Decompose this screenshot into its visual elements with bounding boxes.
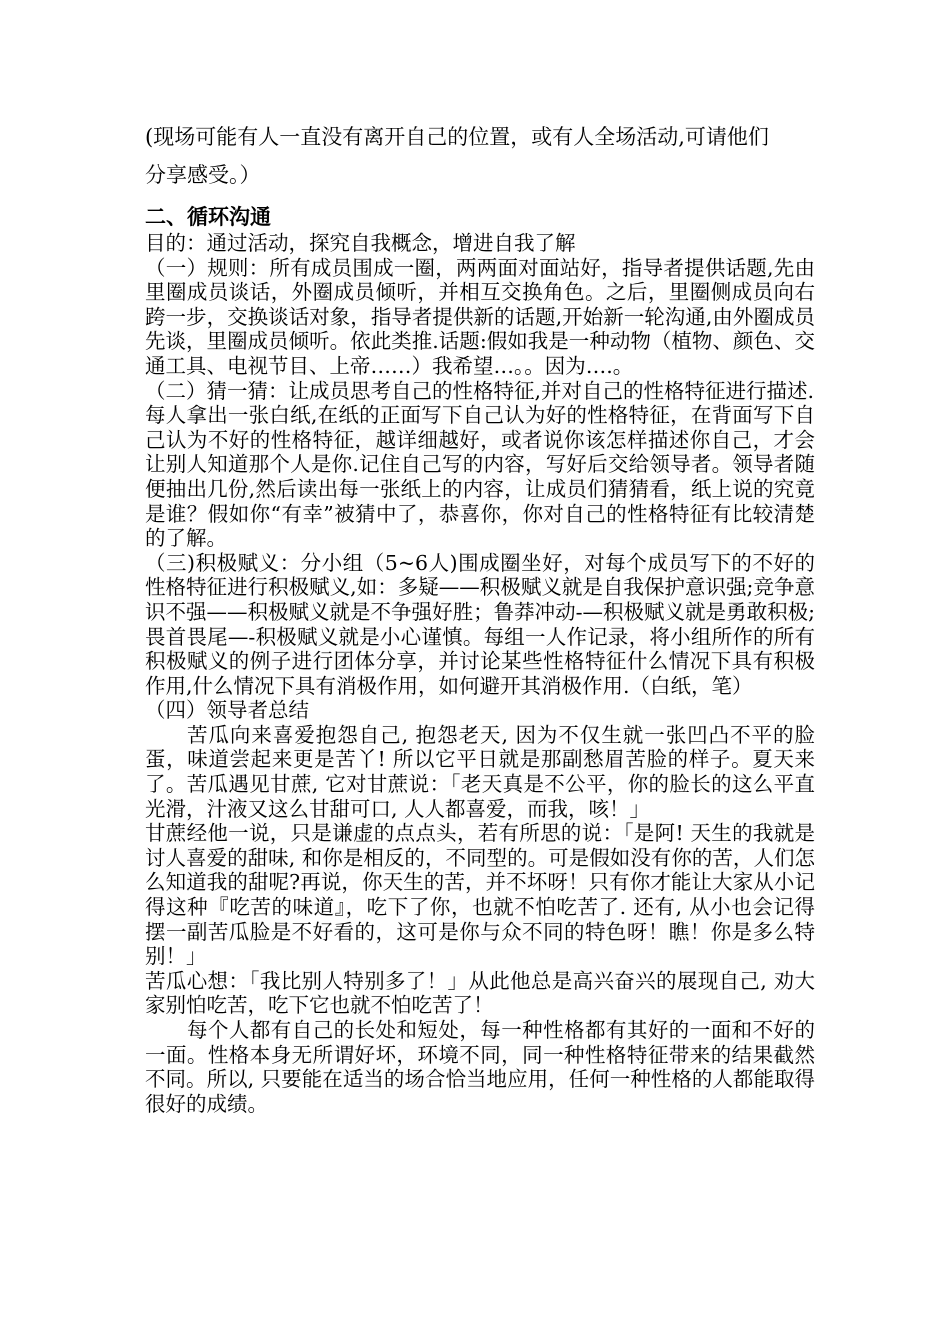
rules-paragraph: （一）规则：所有成员围成一圈，两两面对面站好，指导者提供话题,先由里圈成员谈话，外圈成员倾听，并相互交换角色。之后，里圈侧成员向右跨一步，交换谈话对象，指导者提供新的话题,开始新一轮沟通,由外圈成员先谈，里圈成员倾听。依此类推.话题:假如我是一种动物（植物、颜色、交通工具、电视节目、上帝……）我希望…。。因为….。 [145, 255, 815, 378]
positive-reframing-paragraph: （三)积极赋义：分小组（5~6人)围成圈坐好，对每个成员写下的不好的性格特征进行积极赋义,如：多疑——积极赋义就是自我保护意识强;竞争意识不强——积极赋义就是不争强好胜；鲁莽冲动-—积极赋义就是勇敢积极;畏首畏尾—-积极赋义就是小心谨慎。每组一人作记录，将小组所作的所有积极赋义的例子进行团体分享，并讨论某些性格特征什么情况下具有积极作用,什么情况下具有消极作用，如何避开其消极作用.（白纸，笔） [145, 550, 815, 698]
guess-detail-paragraph: 每人拿出一张白纸,在纸的正面写下自己认为好的性格特征，在背面写下自己认为不好的性格特征，越详细越好，或者说你该怎样描述你自己，才会让别人知道那个人是你.记住自己写的内容，写好后交给领导者。领导者随便抽出几份,然后读出每一张纸上的内容，让成员们猜猜看，纸上说的究竟是谁？假如你“有幸”被猜中了，恭喜你，你对自己的性格特征有比较清楚的了解。 [145, 403, 815, 551]
section-title: 二、循环沟通 [145, 205, 271, 229]
conclusion-paragraph: 每个人都有自己的长处和短处，每一种性格都有其好的一面和不好的一面。性格本身无所谓好坏，环境不同，同一种性格特征带来的结果截然不同。所以, 只要能在适当的场合恰当地应用，任何一种性格的人都能取得很好的成绩。 [145, 1018, 815, 1116]
story-paragraph-2: 甘蔗经他一说，只是谦虚的点点头，若有所思的说：「是阿! 天生的我就是讨人喜爱的甜味, 和你是相反的，不同型的。可是假如没有你的苦，人们怎么知道我的甜呢?再说，你天生的苦，并不坏呀！只有你才能让大家从小记得这种『吃苦的味道』，吃下了你，也就不怕吃苦了. 还有, 从小也会记得摆一副苦瓜脸是不好看的，这可是你与众不同的特色呀！瞧！你是多么特别！」 [145, 821, 815, 969]
intro-line-1: (现场可能有人一直没有离开自己的位置，或有人全场活动,可请他们 [145, 125, 769, 149]
story-paragraph-3: 苦瓜心想：「我比别人特别多了！」从此他总是高兴奋兴的展现自己, 劝大家别怕吃苦，吃下它也就不怕吃苦了！ [145, 968, 815, 1018]
story-paragraph-1: 苦瓜向来喜爱抱怨自己, 抱怨老天, 因为不仅生就一张凹凸不平的脸蛋，味道尝起来更是苦丫! 所以它平日就是那副愁眉苦脸的样子。夏天来了。苦瓜遇见甘蔗, 它对甘蔗说：「老天真是不公平，你的脸长的这么平直光滑，汁液又这么甘甜可口, 人人都喜爱，而我，咳！」 [145, 722, 815, 821]
guess-paragraph: （二）猜一猜：让成员思考自己的性格特征,并对自己的性格特征进行描述. [145, 378, 815, 403]
summary-title: （四）领导者总结 [145, 698, 309, 723]
purpose-paragraph: 目的：通过活动，探究自我概念，增进自我了解 [145, 231, 576, 255]
intro-line-2: 分享感受。） [145, 163, 261, 187]
document-page [145, 118, 815, 1116]
